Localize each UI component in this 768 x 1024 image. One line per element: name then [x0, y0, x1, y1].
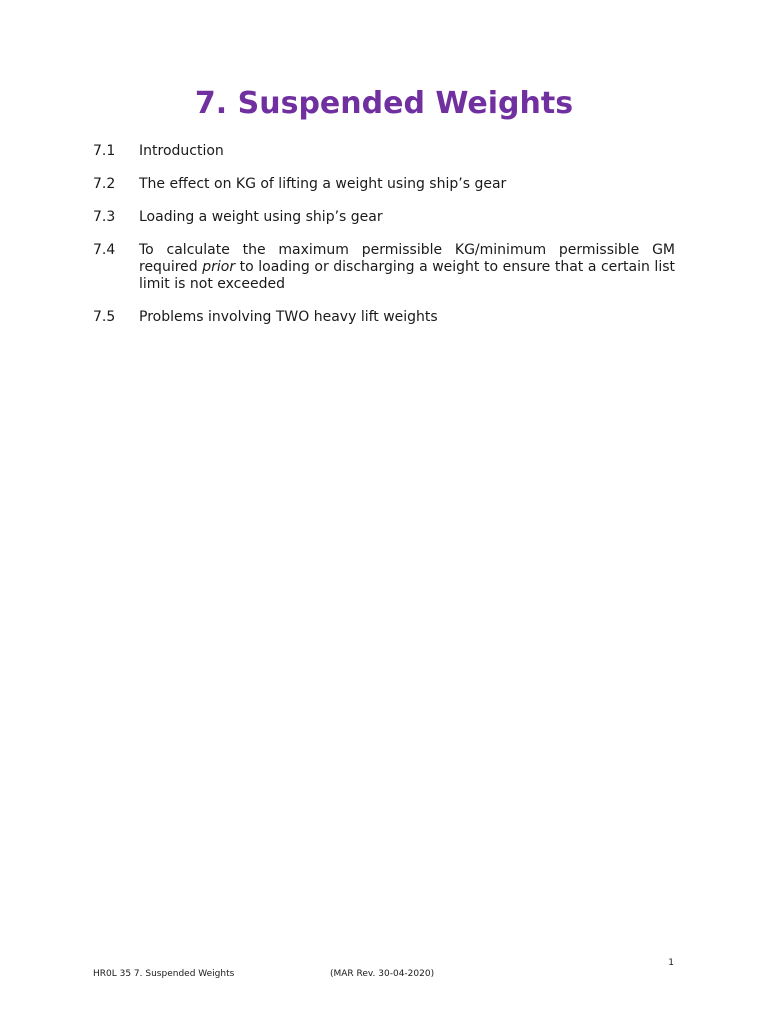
toc-number: 7.1	[93, 143, 116, 159]
footer-document-id: HR0L 35 7. Suspended Weights	[93, 969, 235, 979]
toc-text: Loading a weight using ship’s gear	[139, 209, 383, 225]
toc-text	[139, 242, 675, 293]
toc-text: Problems involving TWO heavy lift weights	[139, 309, 438, 325]
toc-item-7-2	[93, 176, 675, 193]
toc-text-part-a: To calculate the maximum permissible KG/minimum permissible GM required	[139, 242, 675, 275]
toc-item-7-4	[93, 242, 675, 293]
toc-text-part-b: to loading or discharging a weight to ensure that a certain list limit is not exceeded	[139, 259, 675, 292]
toc-text: Introduction	[139, 143, 224, 159]
toc-text: The effect on KG of lifting a weight using ship’s gear	[139, 176, 507, 192]
toc-number: 7.2	[93, 176, 116, 192]
toc-number: 7.4	[93, 242, 116, 258]
toc-item-7-5	[93, 309, 675, 326]
toc-number: 7.3	[93, 209, 116, 225]
toc-number: 7.5	[93, 309, 116, 325]
toc-item-7-1	[93, 143, 675, 160]
table-of-contents	[93, 143, 675, 342]
page-number: 1	[668, 958, 674, 968]
footer-revision: (MAR Rev. 30-04-2020)	[330, 969, 435, 979]
toc-text-emphasis: prior	[202, 259, 236, 275]
page-title: 7. Suspended Weights	[194, 86, 574, 121]
toc-item-7-3	[93, 209, 675, 226]
